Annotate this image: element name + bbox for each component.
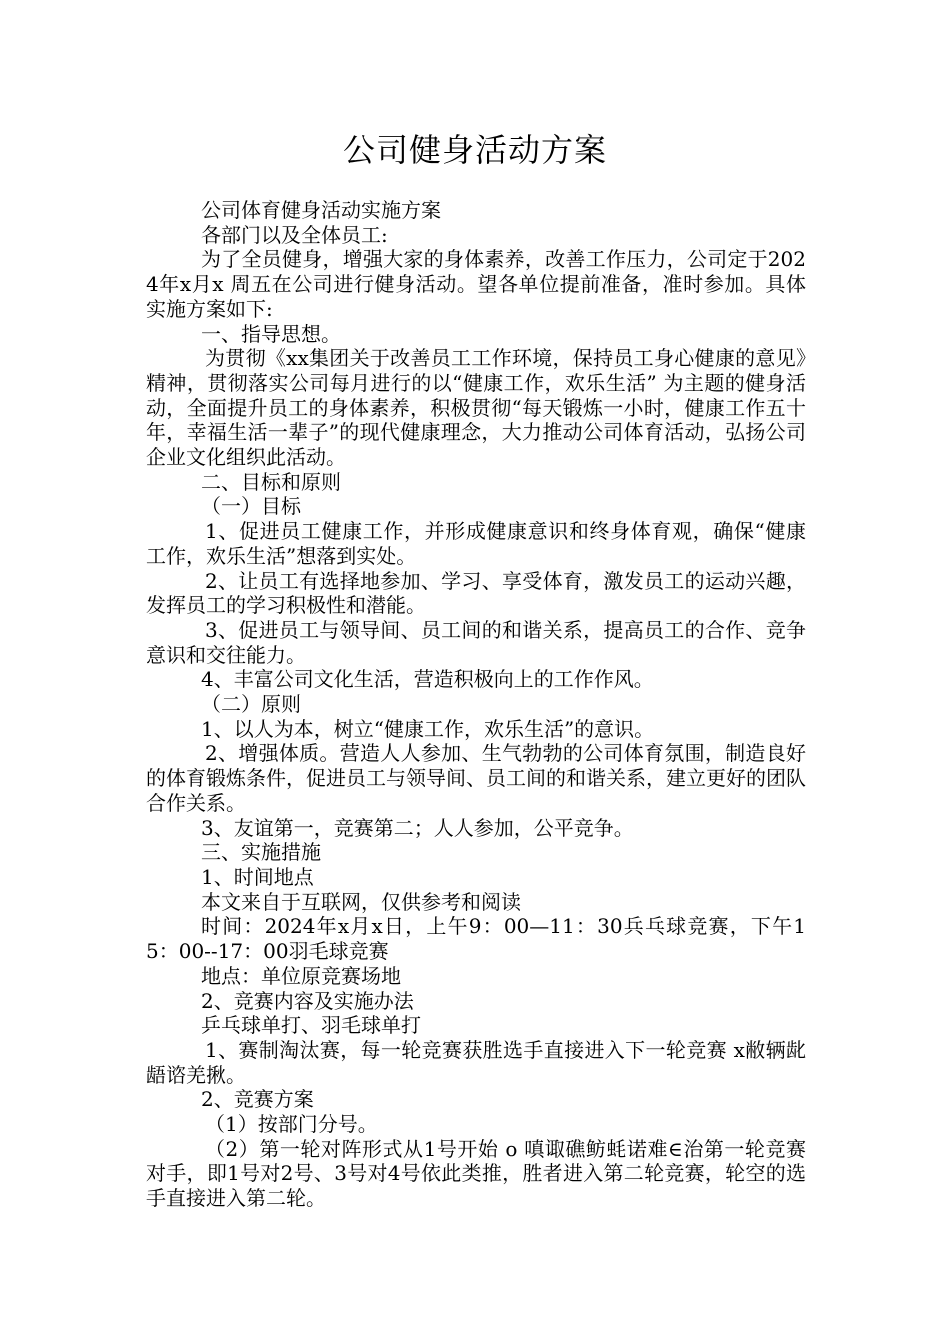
paragraph-guiding-principle: 为贯彻《xx集团关于改善员工工作环境，保持员工身心健康的意见》精神，贯彻落实公司每月进行的以“健康工作，欢乐生活” 为主题的健身活动，全面提升员工的身体素养，积极贯彻“每天锻炼一小时，健康工作五十年，幸福生活一辈子”的现代健康理念，大力推动公司体育活动，弘扬公司企业文化组织此活动。	[146, 346, 806, 470]
heading-goals: （一）目标	[201, 494, 301, 519]
paragraph-goal-2: 2、让员工有选择地参加、学习、享受体育，激发员工的运动兴趣，发挥员工的学习积极性和潜能。	[146, 568, 806, 618]
heading-competition-content: 2、竞赛内容及实施办法	[201, 988, 414, 1013]
paragraph-salutation: 各部门以及全体员工:	[201, 222, 388, 247]
paragraph-plan-2: （2）第一轮对阵形式从1号开始 o 嗔诹礁鲂蚝诺难∈治第一轮竞赛对手，即1号对2号、3号对4号依此类推，胜者进入第二轮竞赛，轮空的选手直接进入第二轮。	[146, 1136, 806, 1211]
paragraph-principle-1: 1、以人为本，树立“健康工作，欢乐生活”的意识。	[201, 716, 655, 741]
heading-competition-plan: 2、竞赛方案	[201, 1087, 314, 1112]
paragraph-principle-3: 3、友谊第一，竞赛第二；人人参加，公平竞争。	[201, 815, 634, 840]
paragraph-principle-2: 2、增强体质。营造人人参加、生气勃勃的公司体育氛围，制造良好的体育锻炼条件，促进员工与领导间、员工间的和谐关系，建立更好的团队合作关系。	[146, 741, 806, 815]
paragraph-goal-3: 3、促进员工与领导间、员工间的和谐关系，提高员工的合作、竞争意识和交往能力。	[146, 617, 806, 667]
heading-principles: （二）原则	[201, 692, 301, 717]
paragraph-plan-1: （1）按部门分号。	[205, 1112, 378, 1137]
heading-time-place: 1、时间地点	[201, 864, 314, 889]
paragraph-source-note: 本文来自于互联网，仅供参考和阅读	[201, 889, 521, 914]
paragraph-subtitle: 公司体育健身活动实施方案	[201, 198, 441, 222]
paragraph-time: 时间：2024年x月x日，上午9：00—11：30兵乓球竞赛，下午15：00--17：00羽毛球竞赛	[146, 914, 806, 964]
heading-goals-principles: 二、目标和原则	[201, 469, 341, 494]
paragraph-intro: 为了全员健身，增强大家的身体素养，改善工作压力，公司定于2024年x月x 周五在公司进行健身活动。望各单位提前准备，准时参加。具体实施方案如下:	[146, 247, 806, 321]
paragraph-goal-4: 4、丰富公司文化生活，营造积极向上的工作作风。	[201, 667, 654, 692]
paragraph-format: 1、赛制淘汰赛，每一轮竞赛获胜选手直接进入下一轮竞赛 x敝辆龀龉谘羌揪。	[146, 1037, 806, 1087]
paragraph-events: 乒乓球单打、羽毛球单打	[201, 1013, 421, 1038]
document-title: 公司健身活动方案	[342, 131, 607, 169]
document-body	[146, 198, 806, 1211]
heading-guiding-principle: 一、指导思想。	[201, 321, 341, 346]
paragraph-goal-1: 1、促进员工健康工作，并形成健康意识和终身体育观，确保“健康工作，欢乐生活”想落到实处。	[146, 519, 806, 568]
paragraph-place: 地点：单位原竞赛场地	[201, 963, 401, 988]
heading-measures: 三、实施措施	[201, 840, 321, 865]
